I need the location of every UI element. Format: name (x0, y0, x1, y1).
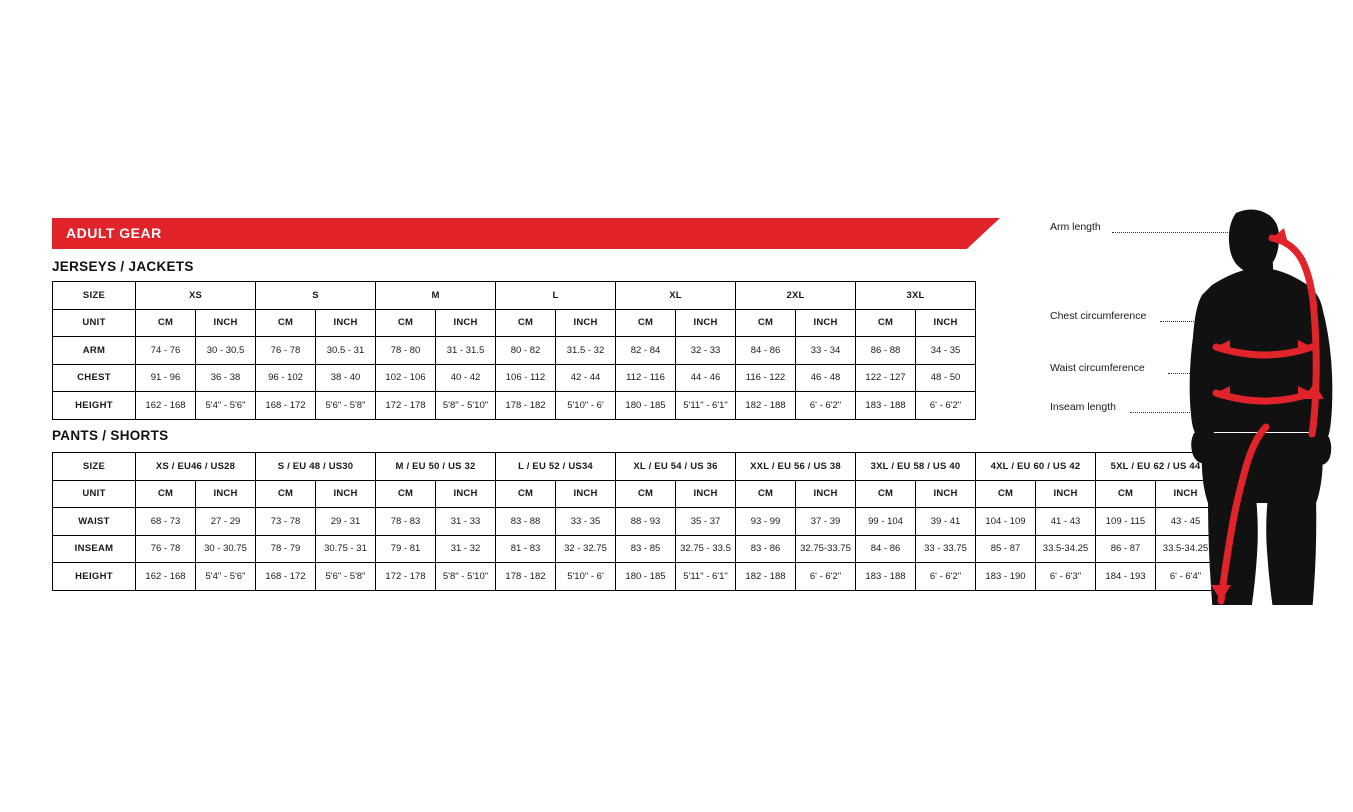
cell: 36 - 38 (196, 364, 256, 392)
row-header-waist: WAIST (53, 508, 136, 536)
unit-cm: CM (856, 309, 916, 337)
cell: 31 - 31.5 (436, 337, 496, 365)
cell: 78 - 80 (376, 337, 436, 365)
cell: 168 - 172 (256, 563, 316, 591)
cell: 68 - 73 (136, 508, 196, 536)
cell: 6' - 6'3" (1036, 563, 1096, 591)
row-header-unit: UNIT (53, 480, 136, 508)
cell: 183 - 188 (856, 392, 916, 420)
row-header-arm: ARM (53, 337, 136, 365)
cell: 86 - 88 (856, 337, 916, 365)
callout-inseam-length: Inseam length (1050, 401, 1116, 413)
cell: 79 - 81 (376, 535, 436, 563)
row-header-size: SIZE (53, 453, 136, 481)
cell: 5'10" - 6' (556, 563, 616, 591)
cell: 5'4" - 5'6" (196, 563, 256, 591)
unit-cm: CM (496, 480, 556, 508)
cell: 83 - 86 (736, 535, 796, 563)
cell: 5'4" - 5'6" (196, 392, 256, 420)
table-row (53, 337, 976, 365)
body-measurement-figure (1040, 205, 1340, 605)
cell: 31 - 32 (436, 535, 496, 563)
size-m: M / EU 50 / US 32 (376, 453, 496, 481)
unit-inch: INCH (796, 309, 856, 337)
size-s: S / EU 48 / US30 (256, 453, 376, 481)
cell: 27 - 29 (196, 508, 256, 536)
mannequin-illustration (1040, 205, 1340, 605)
cell: 102 - 106 (376, 364, 436, 392)
unit-cm: CM (736, 309, 796, 337)
size-xl: XL (616, 282, 736, 310)
unit-inch: INCH (316, 309, 376, 337)
size-4xl: 4XL / EU 60 / US 42 (976, 453, 1096, 481)
cell: 38 - 40 (316, 364, 376, 392)
cell: 6' - 6'2" (916, 392, 976, 420)
cell: 40 - 42 (436, 364, 496, 392)
cell: 116 - 122 (736, 364, 796, 392)
body-silhouette (1190, 209, 1333, 605)
unit-inch: INCH (316, 480, 376, 508)
unit-inch: INCH (676, 309, 736, 337)
unit-cm: CM (496, 309, 556, 337)
unit-cm: CM (856, 480, 916, 508)
cell: 33 - 34 (796, 337, 856, 365)
cell: 162 - 168 (136, 563, 196, 591)
cell: 109 - 115 (1096, 508, 1156, 536)
unit-inch: INCH (196, 480, 256, 508)
row-header-height: HEIGHT (53, 392, 136, 420)
banner-label: ADULT GEAR (66, 225, 162, 241)
row-header-size: SIZE (53, 282, 136, 310)
cell: 172 - 178 (376, 563, 436, 591)
cell: 83 - 85 (616, 535, 676, 563)
cell: 31.5 - 32 (556, 337, 616, 365)
cell: 6' - 6'4" (1156, 563, 1216, 591)
size-5xl: 5XL / EU 62 / US 44 (1096, 453, 1216, 481)
cell: 99 - 104 (856, 508, 916, 536)
size-3xl: 3XL (856, 282, 976, 310)
unit-cm: CM (616, 480, 676, 508)
table-row-size (53, 282, 976, 310)
cell: 182 - 188 (736, 392, 796, 420)
cell: 84 - 86 (856, 535, 916, 563)
cell: 96 - 102 (256, 364, 316, 392)
callout-arm-length: Arm length (1050, 221, 1101, 233)
banner-shape (52, 218, 1000, 249)
unit-cm: CM (136, 309, 196, 337)
cell: 6' - 6'2" (796, 563, 856, 591)
cell: 81 - 83 (496, 535, 556, 563)
size-l: L (496, 282, 616, 310)
cell: 5'8" - 5'10" (436, 563, 496, 591)
cell: 93 - 99 (736, 508, 796, 536)
cell: 29 - 31 (316, 508, 376, 536)
unit-inch: INCH (556, 480, 616, 508)
size-l: L / EU 52 / US34 (496, 453, 616, 481)
cell: 5'8" - 5'10" (436, 392, 496, 420)
cell: 35 - 37 (676, 508, 736, 536)
unit-cm: CM (376, 309, 436, 337)
cell: 6' - 6'2" (796, 392, 856, 420)
cell: 30.5 - 31 (316, 337, 376, 365)
cell: 76 - 78 (256, 337, 316, 365)
size-xs: XS (136, 282, 256, 310)
cell: 5'6" - 5'8" (316, 392, 376, 420)
table-row-unit (53, 309, 976, 337)
cell: 30 - 30.75 (196, 535, 256, 563)
size-3xl: 3XL / EU 58 / US 40 (856, 453, 976, 481)
cell: 82 - 84 (616, 337, 676, 365)
unit-cm: CM (256, 480, 316, 508)
size-xxl: XXL / EU 56 / US 38 (736, 453, 856, 481)
cell: 184 - 193 (1096, 563, 1156, 591)
cell: 112 - 116 (616, 364, 676, 392)
unit-inch: INCH (916, 309, 976, 337)
unit-cm: CM (976, 480, 1036, 508)
cell: 76 - 78 (136, 535, 196, 563)
cell: 86 - 87 (1096, 535, 1156, 563)
cell: 84 - 86 (736, 337, 796, 365)
size-m: M (376, 282, 496, 310)
row-header-height: HEIGHT (53, 563, 136, 591)
adult-gear-banner (52, 218, 1000, 249)
unit-inch: INCH (556, 309, 616, 337)
cell: 48 - 50 (916, 364, 976, 392)
unit-cm: CM (1096, 480, 1156, 508)
cell: 122 - 127 (856, 364, 916, 392)
cell: 6' - 6'2" (916, 563, 976, 591)
row-header-unit: UNIT (53, 309, 136, 337)
unit-cm: CM (736, 480, 796, 508)
row-header-chest: CHEST (53, 364, 136, 392)
cell: 44 - 46 (676, 364, 736, 392)
cell: 183 - 190 (976, 563, 1036, 591)
cell: 39 - 41 (916, 508, 976, 536)
unit-cm: CM (256, 309, 316, 337)
cell: 31 - 33 (436, 508, 496, 536)
size-xl: XL / EU 54 / US 36 (616, 453, 736, 481)
cell: 182 - 188 (736, 563, 796, 591)
cell: 33 - 35 (556, 508, 616, 536)
cell: 33.5-34.25 (1036, 535, 1096, 563)
cell: 83 - 88 (496, 508, 556, 536)
size-xs: XS / EU46 / US28 (136, 453, 256, 481)
unit-inch: INCH (916, 480, 976, 508)
cell: 5'11" - 6'1" (676, 563, 736, 591)
cell: 43 - 45 (1156, 508, 1216, 536)
table-row (53, 364, 976, 392)
unit-inch: INCH (796, 480, 856, 508)
cell: 85 - 87 (976, 535, 1036, 563)
cell: 32.75-33.75 (796, 535, 856, 563)
cell: 172 - 178 (376, 392, 436, 420)
cell: 91 - 96 (136, 364, 196, 392)
cell: 42 - 44 (556, 364, 616, 392)
cell: 168 - 172 (256, 392, 316, 420)
unit-cm: CM (616, 309, 676, 337)
unit-inch: INCH (436, 480, 496, 508)
cell: 78 - 79 (256, 535, 316, 563)
cell: 32 - 32.75 (556, 535, 616, 563)
cell: 106 - 112 (496, 364, 556, 392)
cell: 180 - 185 (616, 563, 676, 591)
cell: 32.75 - 33.5 (676, 535, 736, 563)
jerseys-jackets-table (52, 281, 976, 420)
cell: 73 - 78 (256, 508, 316, 536)
size-2xl: 2XL (736, 282, 856, 310)
size-s: S (256, 282, 376, 310)
cell: 180 - 185 (616, 392, 676, 420)
cell: 37 - 39 (796, 508, 856, 536)
row-header-inseam: INSEAM (53, 535, 136, 563)
table-row (53, 392, 976, 420)
callout-waist-circumference: Waist circumference (1050, 362, 1145, 374)
cell: 104 - 109 (976, 508, 1036, 536)
cell: 32 - 33 (676, 337, 736, 365)
cell: 183 - 188 (856, 563, 916, 591)
cell: 30 - 30.5 (196, 337, 256, 365)
cell: 33.5-34.25 (1156, 535, 1216, 563)
section-title-pants: PANTS / SHORTS (52, 428, 169, 443)
cell: 34 - 35 (916, 337, 976, 365)
cell: 74 - 76 (136, 337, 196, 365)
unit-inch: INCH (196, 309, 256, 337)
unit-cm: CM (376, 480, 436, 508)
cell: 33 - 33.75 (916, 535, 976, 563)
cell: 80 - 82 (496, 337, 556, 365)
cell: 88 - 93 (616, 508, 676, 536)
cell: 5'10" - 6' (556, 392, 616, 420)
unit-inch: INCH (676, 480, 736, 508)
unit-inch: INCH (1036, 480, 1096, 508)
unit-inch: INCH (1156, 480, 1216, 508)
cell: 178 - 182 (496, 392, 556, 420)
cell: 41 - 43 (1036, 508, 1096, 536)
unit-inch: INCH (436, 309, 496, 337)
cell: 162 - 168 (136, 392, 196, 420)
cell: 30.75 - 31 (316, 535, 376, 563)
cell: 78 - 83 (376, 508, 436, 536)
cell: 5'11" - 6'1" (676, 392, 736, 420)
cell: 5'6" - 5'8" (316, 563, 376, 591)
unit-cm: CM (136, 480, 196, 508)
cell: 178 - 182 (496, 563, 556, 591)
callout-chest-circumference: Chest circumference (1050, 310, 1147, 322)
cell: 46 - 48 (796, 364, 856, 392)
section-title-jerseys: JERSEYS / JACKETS (52, 259, 194, 274)
